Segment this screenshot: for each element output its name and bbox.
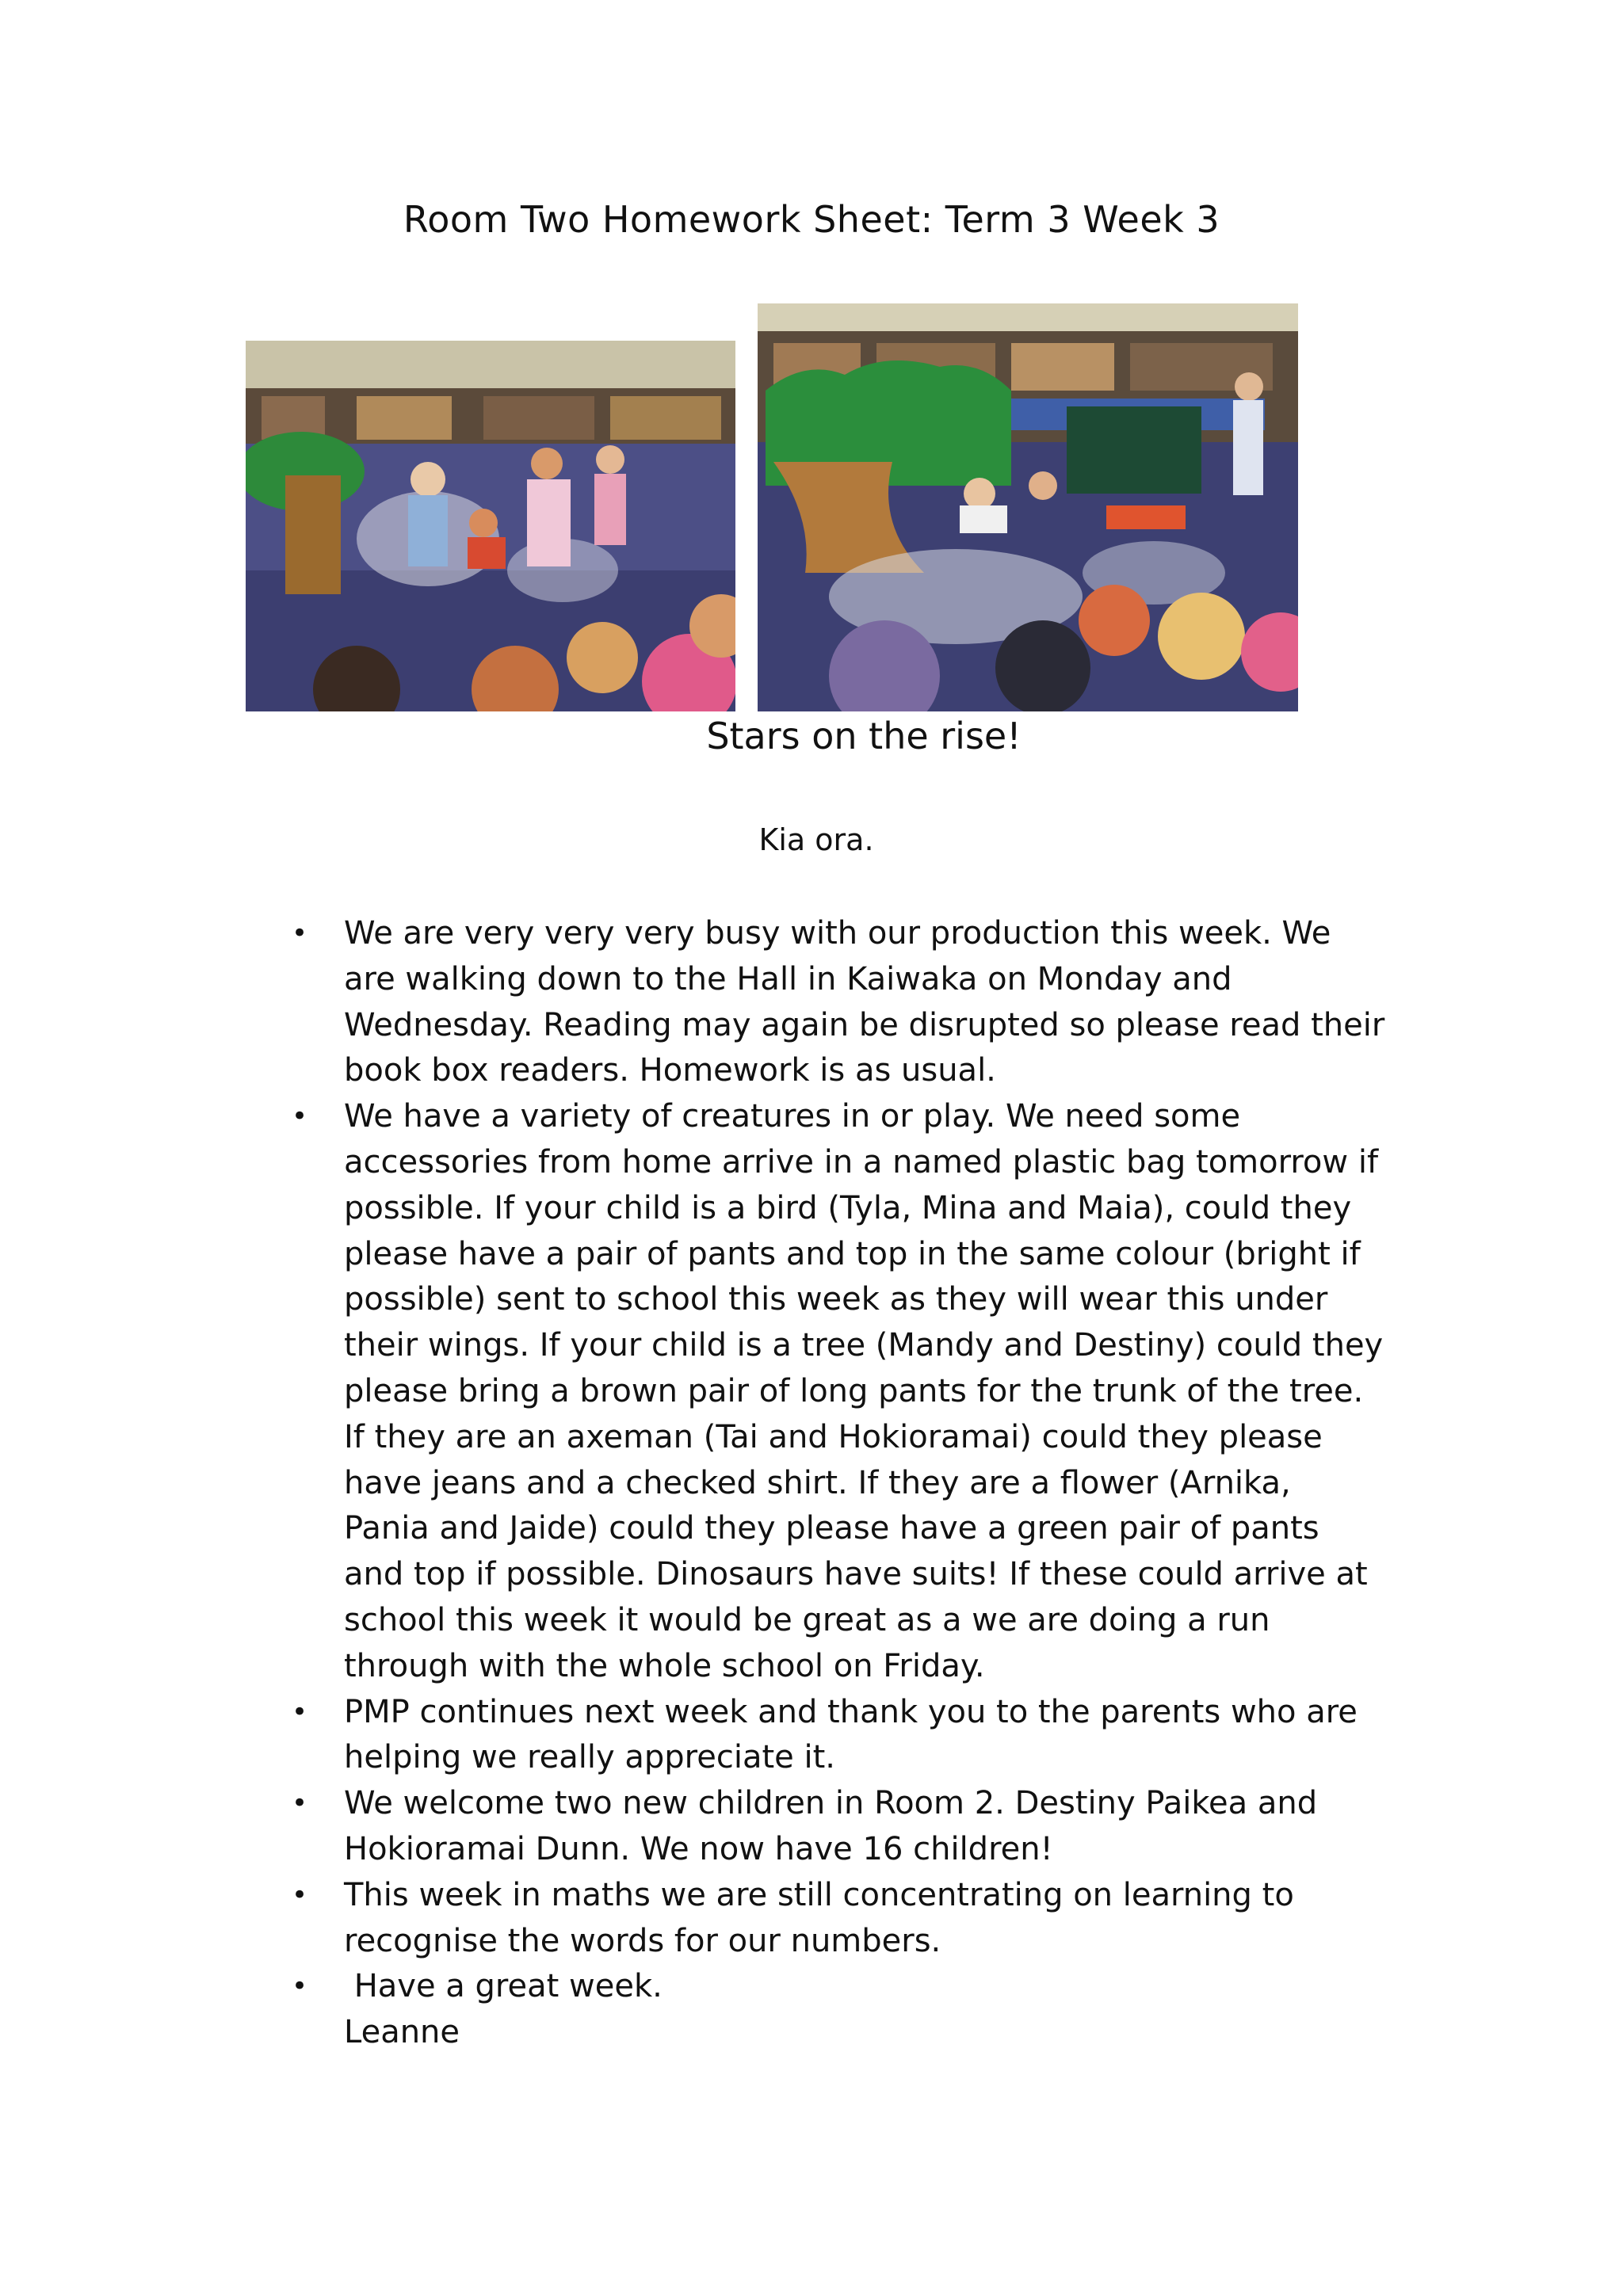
production-photo-right: [758, 303, 1298, 711]
notice-item: [292, 1964, 1385, 2056]
photo-caption: Stars on the rise!: [706, 715, 1022, 757]
notice-text: We welcome two new children in Room 2. Destiny Paikea and Hokioramai Dunn. We now have 16 children!: [344, 1785, 1318, 1867]
notice-item: [292, 911, 1385, 1094]
notice-item: [292, 1690, 1385, 1782]
notice-item: [292, 1781, 1385, 1873]
production-photo-left-image: [246, 341, 735, 711]
bullet-icon: •: [292, 1695, 308, 1728]
signature: Leanne: [344, 2014, 460, 2051]
page-title: Room Two Homework Sheet: Term 3 Week 3: [403, 198, 1220, 241]
notice-text: This week in maths we are still concentrating on learning to recognise the words for our numbers.: [344, 1876, 1294, 1959]
greeting: Kia ora.: [758, 822, 874, 857]
notice-text: We have a variety of creatures in or play. We need some accessories from home arrive in a named plastic bag tomorrow if possible. If your child is a bird (Tyla, Mina and Maia), could they please have a pair of pants and top in the same colour (bright if possible) sent to school this week as they will wear this under their wings. If your child is a tree (Mandy and Destiny) could they please bring a brown pair of long pants for the trunk of the tree. If they are an axeman (Tai and Hokioramai) could they please have jeans and a checked shirt. If they are a flower (Arnika, Pania and Jaide) could they please have a green pair of pants and top if possible. Dinosaurs have suits! If these could arrive at school this week it would be great as a we are doing a run through with the whole school on Friday.: [344, 1098, 1384, 1684]
notice-item: [292, 1094, 1385, 1689]
bullet-icon: •: [292, 917, 308, 949]
bullet-icon: •: [292, 1787, 308, 1820]
production-photo-left: [246, 341, 735, 711]
production-photo-right-image: [758, 303, 1298, 711]
notice-text: Have a great week.: [344, 1968, 663, 2005]
notice-text: PMP continues next week and thank you to the parents who are helping we really appreciate it.: [344, 1693, 1358, 1776]
notice-text: We are very very very busy with our production this week. We are walking down to the Hall in Kaiwaka on Monday and Wednesday. Reading may again be disrupted so please read their book box readers. Homework is as usual.: [344, 915, 1385, 1089]
bullet-icon: •: [292, 1878, 308, 1911]
notice-list: [292, 911, 1385, 2056]
bullet-icon: •: [292, 1970, 308, 2003]
bullet-icon: •: [292, 1100, 308, 1133]
notice-item: [292, 1873, 1385, 1965]
